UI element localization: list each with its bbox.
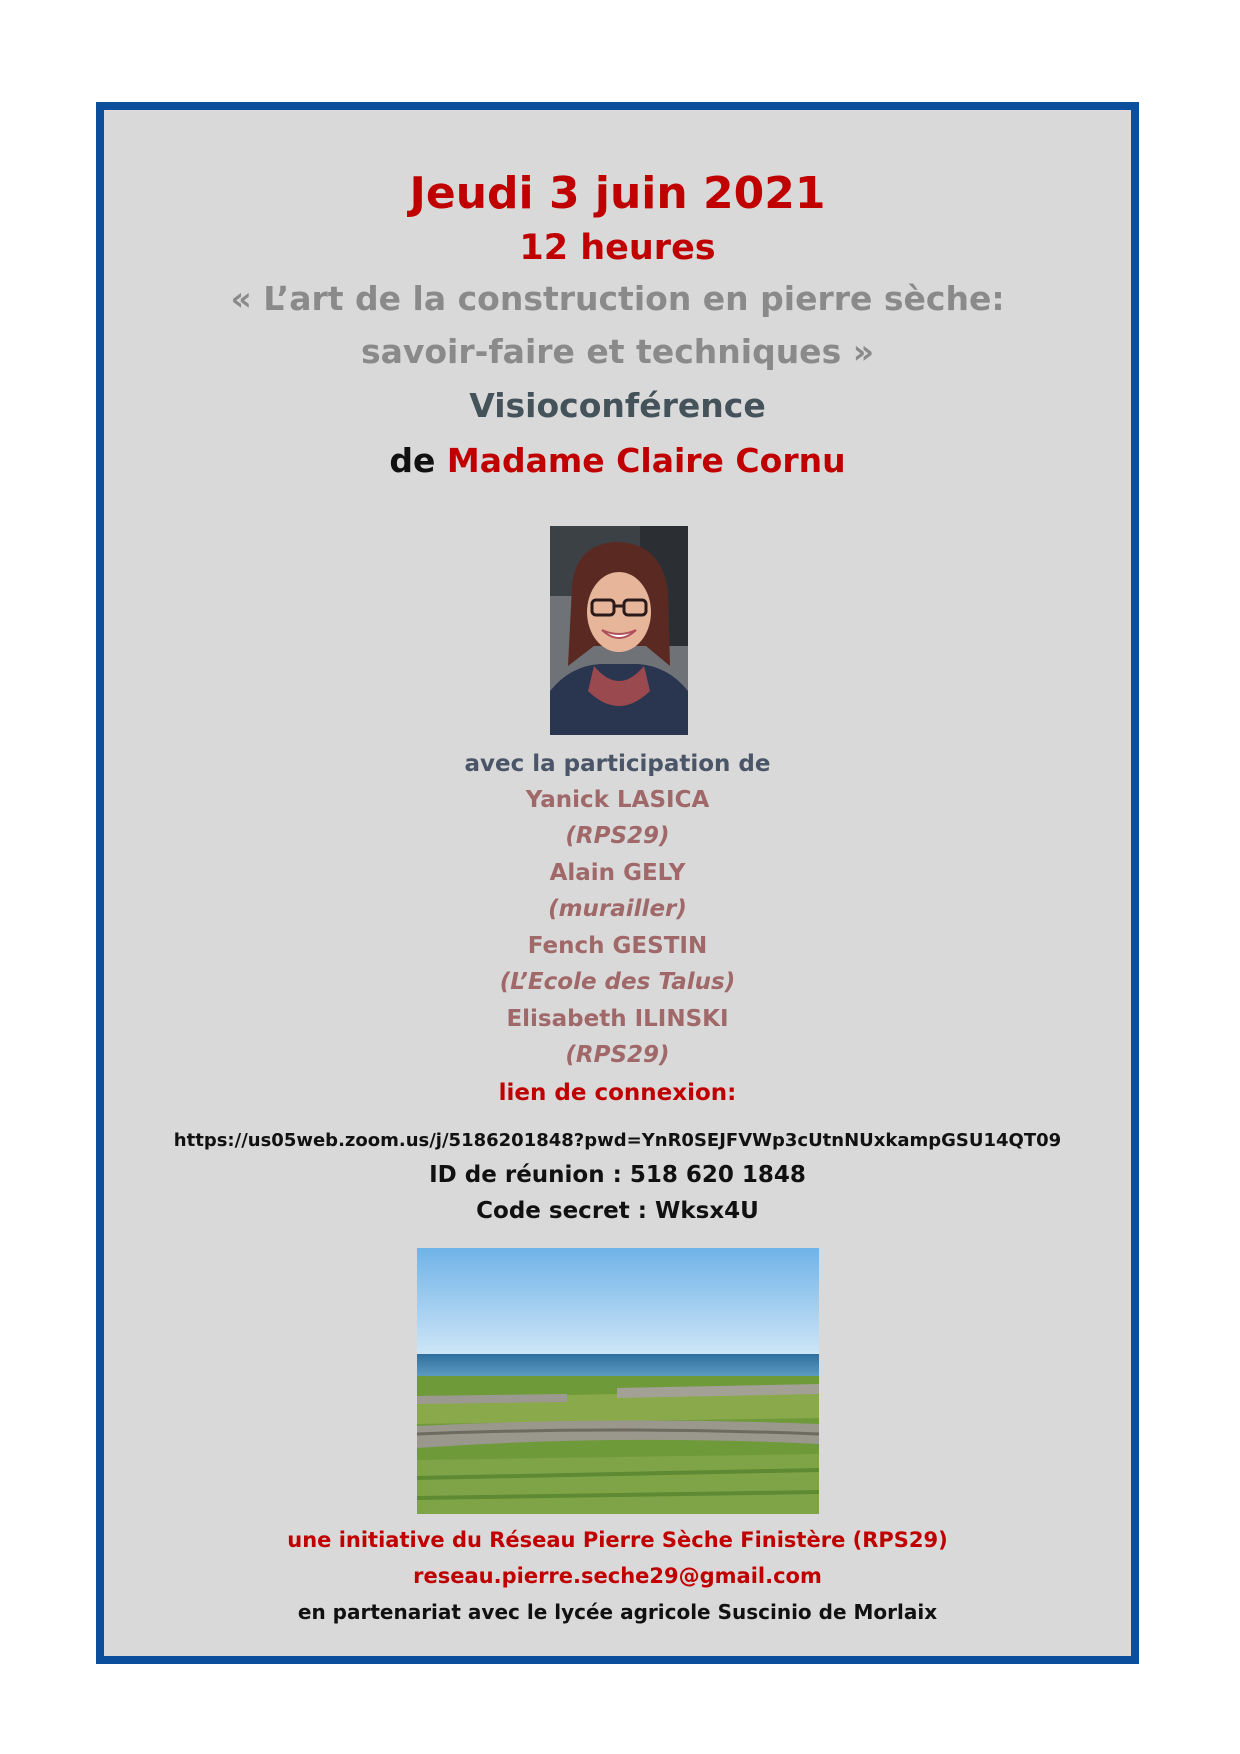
speaker-portrait-image (550, 526, 688, 735)
participant-name: Fench GESTIN (527, 933, 708, 959)
event-format: Visioconférence (469, 386, 766, 425)
speaker-portrait (550, 526, 688, 735)
meeting-passcode: Code secret : Wksx4U (476, 1198, 759, 1224)
link-label: lien de connexion: (498, 1080, 737, 1106)
event-date: Jeudi 3 juin 2021 (409, 168, 826, 219)
event-time: 12 heures (519, 228, 716, 268)
talk-title-line1: « L’art de la construction en pierre sèche: (230, 279, 1005, 318)
participation-intro: avec la participation de (464, 751, 771, 777)
partnership-text: en partenariat avec le lycée agricole Suscinio de Morlaix (297, 1600, 938, 1624)
participant-name: Alain GELY (549, 860, 686, 886)
poster-frame (96, 102, 1139, 1664)
speaker-line (104, 441, 1131, 480)
speaker-prefix: de (389, 441, 436, 480)
participant-role: (RPS29) (565, 1042, 670, 1068)
participant-role: (RPS29) (565, 823, 670, 849)
participant-name: Yanick LASICA (525, 787, 710, 813)
speaker-name: Madame Claire Cornu (446, 441, 846, 480)
initiative-text: une initiative du Réseau Pierre Sèche Finistère (RPS29) (287, 1528, 948, 1552)
participant-role: (L’Ecole des Talus) (499, 969, 736, 995)
contact-email[interactable]: reseau.pierre.seche29@gmail.com (413, 1564, 822, 1588)
talk-title-line2: savoir-faire et techniques » (360, 332, 875, 371)
meeting-id: ID de réunion : 518 620 1848 (429, 1162, 806, 1188)
participant-name: Elisabeth ILINSKI (506, 1006, 729, 1032)
landscape-photo-image (417, 1248, 819, 1514)
participant-role: (murailler) (548, 896, 687, 922)
zoom-link[interactable]: https://us05web.zoom.us/j/5186201848?pwd=YnR0SEJFVWp3cUtnNUxkampGSU14QT09 (173, 1130, 1062, 1151)
landscape-photo (417, 1248, 819, 1514)
